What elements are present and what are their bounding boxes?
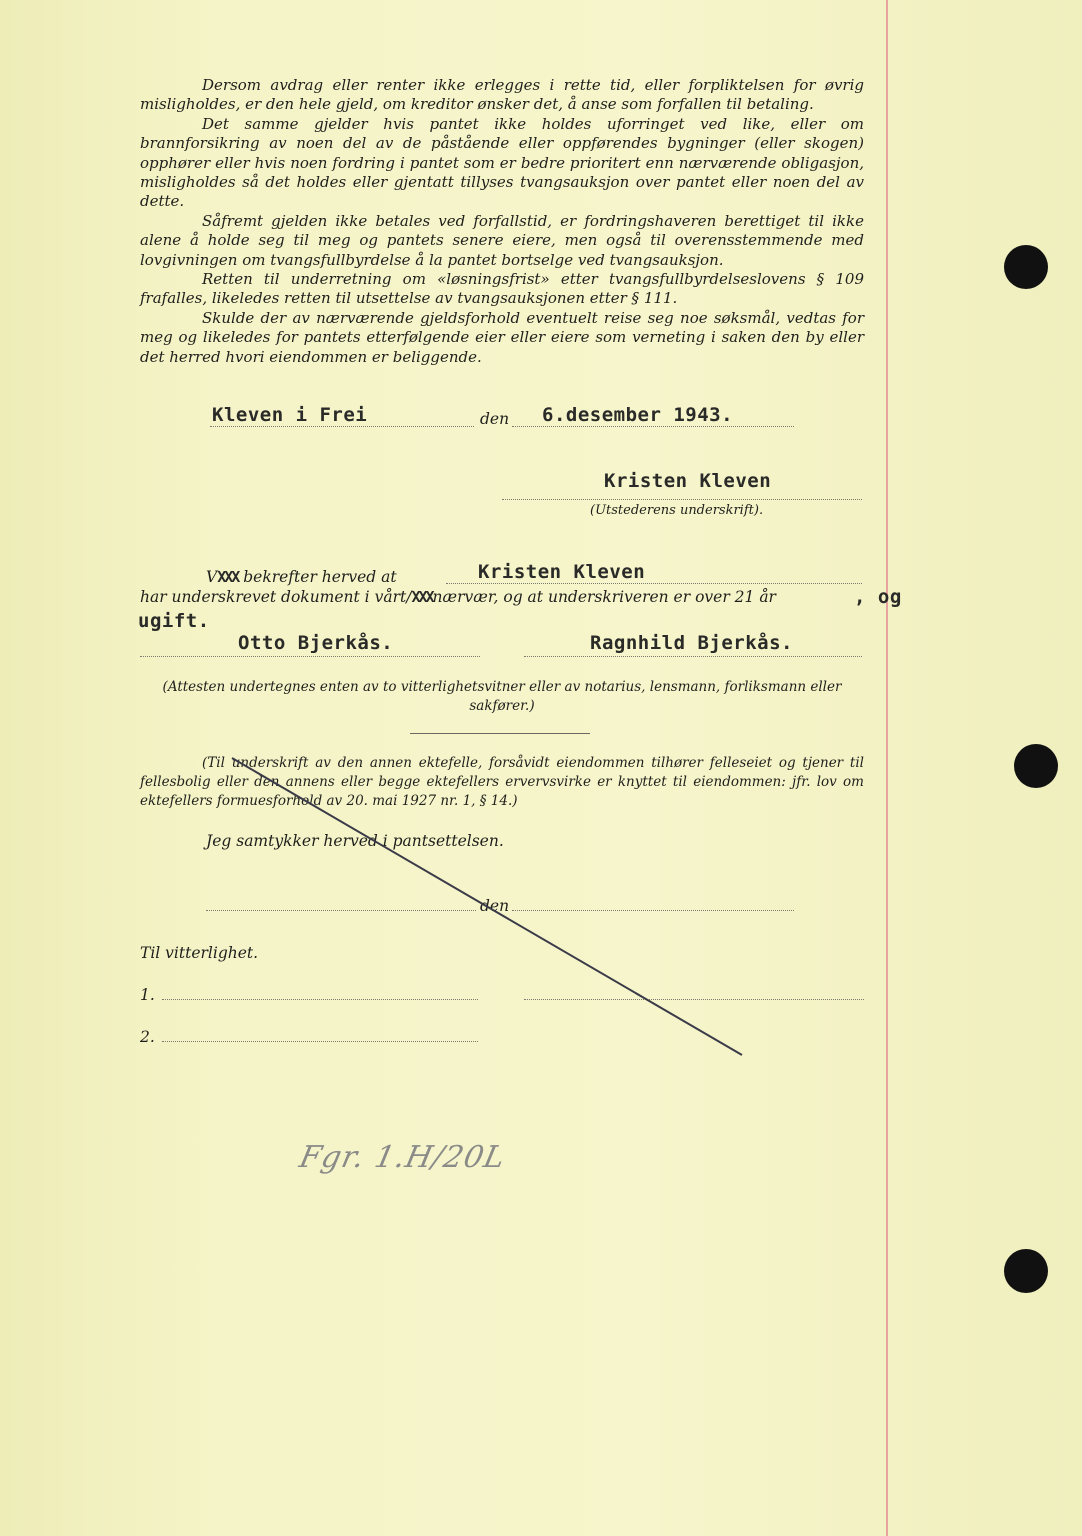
attest-text-a: har underskrevet dokument i vårt/ (140, 588, 412, 606)
terms-paragraph-1: Dersom avdrag eller renter ikke erlegges i rette tid, eller forpliktelsen for øvrig misligholdes, er den hele gjeld, om kreditor ønsker det, å anse som forfallen til betaling. (140, 76, 864, 114)
pencil-note: Fgr. 1.H/20L (296, 1140, 509, 1175)
attest-typed-line: ugift. (138, 610, 210, 632)
attest-typed-suffix: , og (854, 586, 902, 608)
den-label: den (480, 410, 510, 428)
struck-text: XXX (217, 568, 239, 586)
spouse-note-text: (Til underskrift av den annen ektefelle, forsåvidt eiendommen tilhører felleseiet og tjener til fellesbolig eller den annens eller begge ektefellers ervervsvirke er knyttet til eiendommen: jfr. lov om ektefellers formuesforhold av 20. mai 1927 nr. 1, § 14.) (140, 755, 864, 809)
issuer-signature: Kristen Kleven (604, 470, 772, 492)
consent-den-label: den (480, 897, 510, 915)
attest-prefix: V (206, 568, 218, 586)
terms-paragraph-5: Skulde der av nærværende gjeldsforhold eventuelt reise seg noe søksmål, vedtas for meg og likeledes for pantets etterfølgende eier eller eiere som verneting i saken den by eller det herred hvori eiendommen er beliggende. (140, 308, 864, 366)
attest-text-b: nærvær, og at underskriveren er over 21 år (432, 588, 776, 606)
terms-paragraph-4: Retten til underretning om «løsningsfrist» etter tvangsfullbyrdelseslovens § 109 frafalles, likeledes retten til utsettelse av tvangsauksjonen etter § 111. (140, 270, 864, 308)
witness-heading: Til vitterlighet. (140, 944, 259, 962)
attest-name: Kristen Kleven (478, 561, 646, 583)
consent-text: Jeg samtykker herved i pantsettelsen. (206, 832, 504, 850)
witness-number-1: 1. (140, 986, 155, 1004)
place-typed: Kleven i Frei (212, 404, 368, 426)
terms-paragraph-2: Det samme gjelder hvis pantet ikke holdes uforringet ved like, eller om brannforsikring av noen del av de påstående eller oppførendes bygninger (eller skogen) opphører eller hvis noen fordring i pantet som er bedre prioritert enn nærværende obligasjon, misligholdes så det holdes eller gjentatt tillyses tvangsauksjon over pantet eller noen del av dette. (140, 114, 864, 211)
attest-label: bekrefter herved at (243, 568, 397, 586)
witness-1-signature: Otto Bjerkås. (238, 632, 394, 654)
witness-number-2: 2. (140, 1028, 155, 1046)
witness-2-signature: Ragnhild Bjerkås. (590, 632, 793, 654)
struck-text-2: XXX (411, 588, 433, 606)
attest-note: (Attesten undertegnes enten av to vitterlighetsvitner eller av notarius, lensmann, forliksmann eller sakfører.) (162, 679, 842, 714)
terms-paragraph-3: Såfremt gjelden ikke betales ved forfallstid, er fordringshaveren berettiget til ikke alene å holde seg til meg og pantets senere eiere, men også til overensstemmende med lovgivningen om tvangsfullbyrdelse å la pantet bortselge ved tvangsauksjon. (140, 211, 864, 269)
date-typed: 6.desember 1943. (542, 404, 734, 426)
issuer-caption: (Utstederens underskrift). (590, 503, 764, 518)
